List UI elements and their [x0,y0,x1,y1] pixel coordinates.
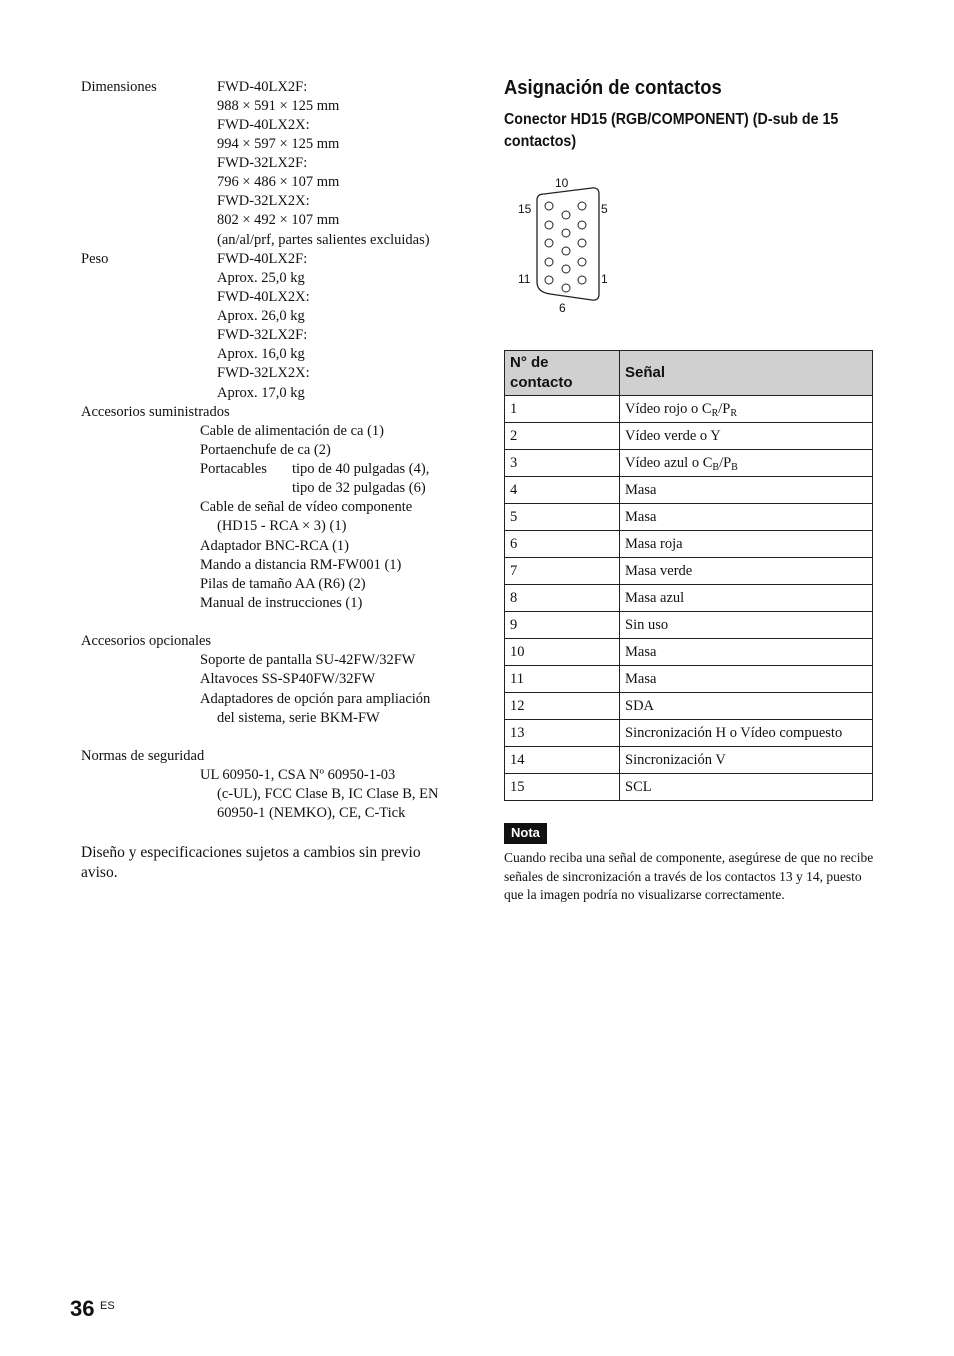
pin-signal: Sin uso [620,612,873,639]
table-row [505,720,873,747]
pin-num: 12 [505,693,620,720]
pin-num: 10 [505,639,620,666]
pin-num: 14 [505,747,620,774]
spec-line: 988 × 591 × 125 mm [217,98,340,114]
pin-signal: SCL [620,774,873,801]
spec-line: 994 × 597 × 125 mm [217,136,340,152]
spec-line: Aprox. 26,0 kg [217,308,305,324]
spec-line: Aprox. 16,0 kg [217,346,305,362]
spec-line: Portaenchufe de ca (2) [200,442,331,458]
spec-line: FWD-40LX2X: [217,289,310,305]
pin-num: 5 [505,504,620,531]
pin-signal: Vídeo verde o Y [620,423,873,450]
spec-opcionales-label: Accesorios opcionales [81,633,212,649]
table-row [505,423,873,450]
spec-line: Soporte de pantalla SU-42FW/32FW [200,652,416,668]
spec-line: FWD-40LX2F: [217,251,308,267]
table-row [505,612,873,639]
spec-line: FWD-32LX2F: [217,327,308,343]
pin-num: 2 [505,423,620,450]
spec-line: Adaptadores de opción para ampliación [200,691,431,707]
pin-num: 15 [505,774,620,801]
pin-num: 13 [505,720,620,747]
spec-accesorios-label: Accesorios suministrados [81,404,230,420]
section-title: Asignación de contactos [504,77,722,99]
pin-column-left [545,202,553,284]
section-subtitle: Conector HD15 (RGB/COMPONENT) (D-sub de 15 contactos) [504,111,839,150]
spec-normas-label: Normas de seguridad [81,748,205,764]
note-badge: Nota [504,823,547,844]
pin-num: 11 [505,666,620,693]
spec-line: FWD-40LX2F: [217,79,308,95]
pin-num: 1 [505,396,620,423]
spec-line: Cable de señal de vídeo componente [200,499,413,515]
spec-line: (HD15 - RCA × 3) (1) [217,518,347,534]
pin-signal: Vídeo rojo o $C_R/P_R$ [620,396,873,423]
pin-assignment-table [504,350,873,801]
note-text: Cuando reciba una señal de componente, asegúrese de que no recibe señales de sincronización a través de los contactos 13 y 14, puesto que la imagen podría no visualizarse correctamente. [504,850,874,902]
spec-line: 60950-1 (NEMKO), CE, C-Tick [217,805,406,821]
pin-label-bottom: 6 [559,301,566,315]
pin-num: 3 [505,450,620,477]
spec-line: 796 × 486 × 107 mm [217,174,340,190]
pin-signal: Masa roja [620,531,873,558]
table-row [505,531,873,558]
pin-num: 9 [505,612,620,639]
header-num: N° de contacto [505,351,620,396]
page-language: ES [100,1300,115,1312]
pin-column-right [578,202,586,284]
pin-column-middle [562,211,570,292]
header-signal: Señal [620,351,873,396]
pin-signal: Masa [620,666,873,693]
table-row [505,504,873,531]
pin-signal: Masa verde [620,558,873,585]
table-row [505,450,873,477]
spec-peso-label: Peso [81,251,109,267]
table-row [505,396,873,423]
table-row [505,774,873,801]
pin-signal: Sincronización H o Vídeo compuesto [620,720,873,747]
spec-line: Mando a distancia RM-FW001 (1) [200,557,402,573]
spec-line: UL 60950-1, CSA Nº 60950-1-03 [200,767,396,783]
pin-label-top: 10 [555,176,569,190]
table-row [505,666,873,693]
spec-line: Adaptador BNC-RCA (1) [200,538,350,554]
spec-line: Portacables [200,461,267,477]
spec-line: (c-UL), FCC Clase B, IC Clase B, EN [217,786,439,802]
spec-line: Altavoces SS-SP40FW/32FW [200,671,376,687]
spec-line: FWD-32LX2X: [217,365,310,381]
pin-label-left-top: 15 [518,202,532,216]
spec-line: tipo de 40 pulgadas (4), [292,461,430,477]
spec-line: 802 × 492 × 107 mm [217,212,340,228]
pin-signal: SDA [620,693,873,720]
pin-num: 6 [505,531,620,558]
spec-line: tipo de 32 pulgadas (6) [292,480,426,496]
table-row [505,693,873,720]
spec-line: Aprox. 17,0 kg [217,385,305,401]
spec-line: Cable de alimentación de ca (1) [200,423,384,439]
pin-signal: Vídeo azul o $C_B/P_B$ [620,450,873,477]
table-row [505,747,873,774]
pin-label-left-bottom: 11 [518,272,531,286]
spec-line: (an/al/prf, partes salientes excluidas) [217,232,430,248]
table-row [505,639,873,666]
pin-num: 8 [505,585,620,612]
page-number: 36 [70,1296,95,1321]
pin-signal: Masa [620,504,873,531]
pin-signal: Masa [620,639,873,666]
spec-line: FWD-32LX2X: [217,193,310,209]
pin-label-right-bottom: 1 [601,272,608,286]
spec-line: Aprox. 25,0 kg [217,270,305,286]
pin-signal: Masa [620,477,873,504]
spec-line: FWD-40LX2X: [217,117,310,133]
pin-label-right-top: 5 [601,202,608,216]
spec-line: Manual de instrucciones (1) [200,595,363,611]
spec-line: del sistema, serie BKM-FW [217,710,380,726]
spec-dimensiones-label: Dimensiones [81,79,157,95]
table-row [505,558,873,585]
hd15-connector-diagram [510,172,620,317]
spec-line: FWD-32LX2F: [217,155,308,171]
spec-change-notice: Diseño y especificaciones sujetos a cambios sin previo aviso. [81,844,421,881]
spec-line: Pilas de tamaño AA (R6) (2) [200,576,366,592]
pin-num: 7 [505,558,620,585]
table-header-row [505,351,873,396]
pin-signal: Masa azul [620,585,873,612]
pin-num: 4 [505,477,620,504]
table-row [505,477,873,504]
table-row [505,585,873,612]
pin-signal: Sincronización V [620,747,873,774]
